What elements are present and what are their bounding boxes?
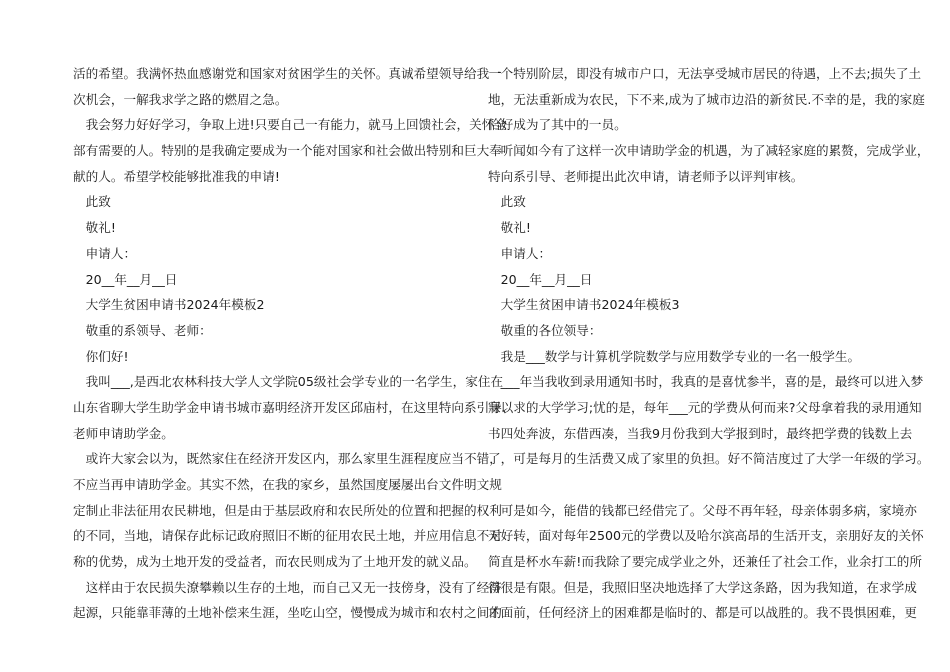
text-line: 申请人： bbox=[73, 245, 137, 261]
text-line: 地，无法重新成为农民，下不来,成为了城市边沿的新贫民.不幸的是，我的家庭 bbox=[488, 91, 925, 107]
text-line: 不应当再申请助学金。其实不然，在我的家乡，虽然国度屡屡出台文件明文规 bbox=[73, 477, 502, 492]
text-line: 的不同，当地，请保存此标记政府照旧不断的征用农民土地，并应用信息不对 bbox=[73, 528, 502, 544]
text-line: 献的人。希望学校能够批准我的申请! bbox=[73, 168, 280, 184]
text-line: 部有需要的人。特别的是我确定要成为一个能对国家和社会做出特别和巨大奉 bbox=[73, 143, 502, 159]
text-line: 可是如今，能借的钱都已经借完了。父母不再年轻，母亲体弱多病，家境亦 bbox=[488, 502, 917, 518]
text-line: 简直是杯水车薪!而我除了要完成学业之外，还兼任了社会工作，业余打工的所 bbox=[488, 554, 922, 570]
text-line: 申请人： bbox=[488, 245, 552, 261]
text-line: 20__年__月__日 bbox=[488, 271, 593, 287]
text-line: 大学生贫困申请书2024年模板2 bbox=[73, 297, 265, 313]
text-line: 敬重的系领导、老师： bbox=[73, 322, 212, 338]
text-line: 才面前，任何经济上的困难都是临时的、都是可以战胜的。我不畏惧困难，更 bbox=[488, 605, 917, 621]
text-line: 老师申请助学金。 bbox=[73, 425, 174, 441]
text-line: 得很是有限。但是，我照旧坚决地选择了大学这条路，因为我知道，在求学成 bbox=[488, 579, 917, 595]
text-line: 这样由于农民损失潦攀赖以生存的土地，而自己又无一技傍身，没有了经济 bbox=[73, 579, 502, 595]
right-text-column bbox=[488, 61, 930, 626]
text-line: 起源，只能靠菲薄的土地补偿来生涯，坐吃山空，慢慢成为城市和农村之间的 bbox=[73, 605, 502, 621]
text-line: 次机会，一解我求学之路的燃眉之急。 bbox=[73, 91, 288, 107]
text-line: 20__年__月__日 bbox=[73, 271, 178, 287]
paragraph-gap bbox=[488, 472, 872, 498]
text-line: 此致 bbox=[488, 194, 526, 210]
text-line: 定制止非法征用农民耕地，但是由于基层政府和农民所处的位置和把握的权利 bbox=[73, 502, 502, 518]
text-line: 敬重的各位领导： bbox=[488, 322, 602, 338]
text-line: 大学生贫困申请书2024年模板3 bbox=[488, 297, 680, 313]
text-line: 寐以求的大学学习;忧的是，每年___元的学费从何而来?父母拿着我的录用通知 bbox=[488, 399, 922, 415]
text-line: 了，可是每月的生活费又成了家里的负担。好不简洁度过了大学一年级的学习。 bbox=[488, 451, 930, 467]
left-text-column bbox=[73, 61, 515, 626]
text-line: 我是___数学与计算机学院数学与应用数学专业的一名一般学生。 bbox=[488, 348, 861, 364]
text-line: 无好转，面对每年2500元的学费以及哈尔滨高昂的生活开支，亲朋好友的关怀 bbox=[488, 528, 924, 544]
text-line: 山东省聊大学生助学金申请书城市嘉明经济开发区邱庙村，在这里特向系引导、 bbox=[73, 399, 515, 415]
text-line: 称的优势，成为土地开发的受益者，而农民则成为了土地开发的就义品。 bbox=[73, 554, 477, 570]
text-line: 你们好! bbox=[73, 348, 129, 364]
text-line: 恰好成为了其中的一员。 bbox=[488, 117, 627, 133]
text-line: 我会努力好好学习，争取上进!只要自己一有能力，就马上回馈社会，关怀全 bbox=[73, 117, 507, 133]
text-line: 一个特别阶层，即没有城市户口，无法享受城市居民的待遇，上不去;损失了土 bbox=[488, 66, 922, 81]
text-line: 此致 bbox=[73, 194, 111, 210]
text-line: 敬礼! bbox=[488, 220, 531, 236]
text-line: 或许大家会以为，既然家住在经济开发区内，那么家里生涯程度应当不错， bbox=[73, 451, 502, 467]
text-line: 书四处奔波，东借西凑，当我9月份我到大学报到时，最终把学费的钱数上去 bbox=[488, 425, 913, 441]
text-line: 特向系引导、老师提出此次申请，请老师予以评判审核。 bbox=[488, 168, 804, 184]
text-line: 敬礼! bbox=[73, 220, 116, 236]
text-line: 我叫___,是西北农林科技大学人文学院05级社会学专业的一名学生，家住在 bbox=[73, 374, 504, 390]
text-line: 听闻如今有了这样一次申请助学金的机遇，为了减轻家庭的累赘，完成学业， bbox=[488, 143, 930, 159]
text-line: ___年当我收到录用通知书时，我真的是喜忧参半，喜的是，最终可以进入梦 bbox=[488, 374, 924, 390]
text-line: 活的希望。我满怀热血感谢党和国家对贫困学生的关怀。真诚希望领导给我一 bbox=[73, 66, 502, 81]
